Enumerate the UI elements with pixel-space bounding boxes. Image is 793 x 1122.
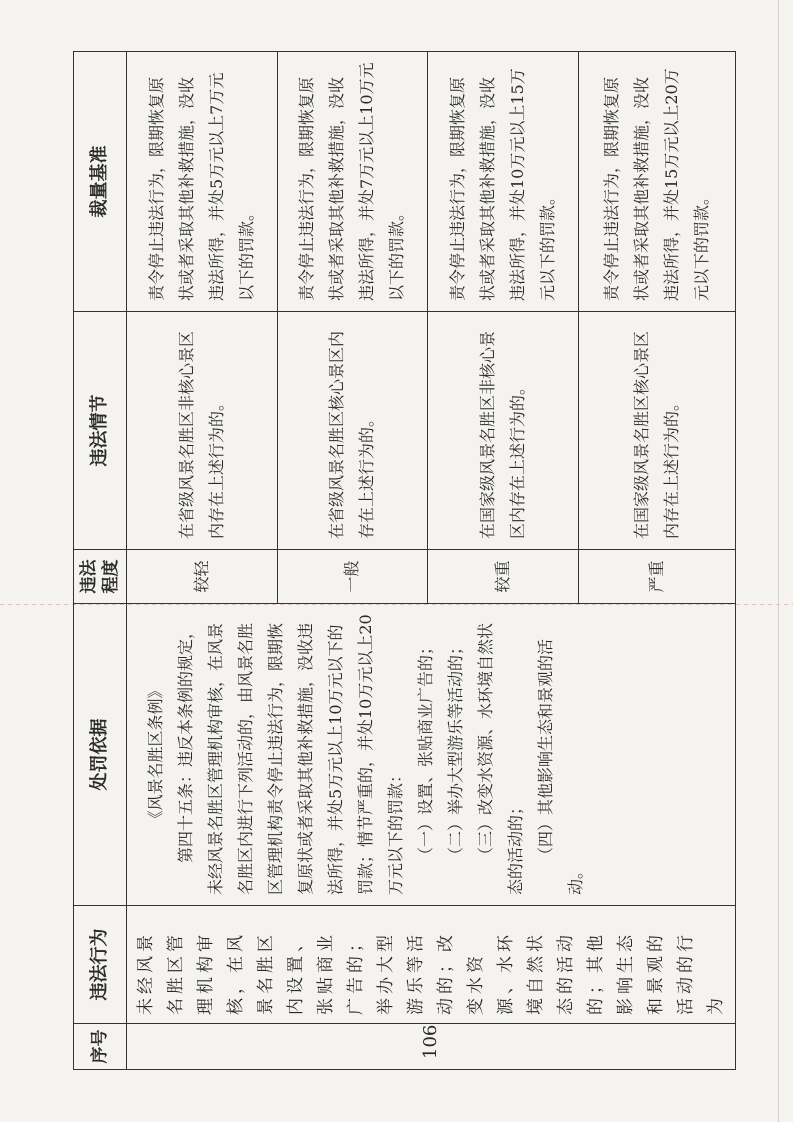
circumstance-cell: 在国家级风景名胜区非核心景区内存在上述行为的。 (428, 312, 579, 550)
standard-cell: 责令停止违法行为，限期恢复原状或者采取其他补救措施，没收违法所得，并处15万元以上20万元以下的罚款。 (578, 52, 735, 312)
header-basis: 处罚依据 (74, 604, 127, 906)
circumstance-cell: 在省级风景名胜区非核心景区内存在上述行为的。 (127, 312, 278, 550)
header-circumstance: 违法情节 (74, 312, 127, 550)
act-cell: 未经风景名胜区管理机构审核，在风景名胜区内设置、张贴商业广告的；举办大型游乐等活动的；改变水资源、水环境自然状态的活动的；其他影响生态和景观的活动的行为 (127, 906, 736, 1024)
degree-cell: 较轻 (127, 550, 278, 604)
standard-cell: 责令停止违法行为，限期恢复原状或者采取其他补救措施，没收违法所得，并处10万元以上15万元以下的罚款。 (428, 52, 579, 312)
basis-law-title: 《风景名胜区条例》 (146, 682, 165, 827)
basis-item: （四）其他影响生态和景观的活动。 (536, 638, 585, 895)
rotated-page (73, 52, 726, 1070)
circumstance-cell: 在国家级风景名胜区核心景区内存在上述行为的。 (578, 312, 735, 550)
penalty-table (73, 51, 736, 1070)
degree-cell: 较重 (428, 550, 579, 604)
scan-edge (778, 0, 779, 1122)
header-degree: 违法程度 (74, 550, 127, 604)
degree-cell: 一般 (277, 550, 428, 604)
header-seq: 序号 (74, 1024, 127, 1070)
table-row (127, 52, 278, 1070)
basis-cell (127, 604, 736, 906)
basis-item: （一）设置、张贴商业广告的； (416, 638, 435, 863)
standard-cell: 责令停止违法行为，限期恢复原状或者采取其他补救措施，没收违法所得，并处7万元以上10万元以下的罚款。 (277, 52, 428, 312)
basis-article: 第四十五条：违反本条例的规定，未经风景名胜区管理机构审核，在风景名胜区内进行下列活动的，由风景名胜区管理机构责令停止违法行为，限期恢复原状或者采取其他补救措施，没收违法所得，并处5万元以上10万元以下的罚款；情节严重的，并处10万元以上20万元以下的罚款： (176, 614, 405, 895)
basis-item: （三）改变水资源、水环境自然状态的活动的； (476, 622, 525, 895)
degree-cell: 严重 (578, 550, 735, 604)
circumstance-cell: 在省级风景名胜区核心景区内存在上述行为的。 (277, 312, 428, 550)
standard-cell: 责令停止违法行为，限期恢复原状或者采取其他补救措施，没收违法所得，并处5万元以上7万元以下的罚款。 (127, 52, 278, 312)
header-act: 违法行为 (74, 906, 127, 1024)
header-standard: 裁量基准 (74, 52, 127, 312)
header-row (74, 52, 127, 1070)
seq-cell: 106 (127, 1024, 736, 1070)
basis-item: （二）举办大型游乐等活动的； (446, 638, 465, 863)
